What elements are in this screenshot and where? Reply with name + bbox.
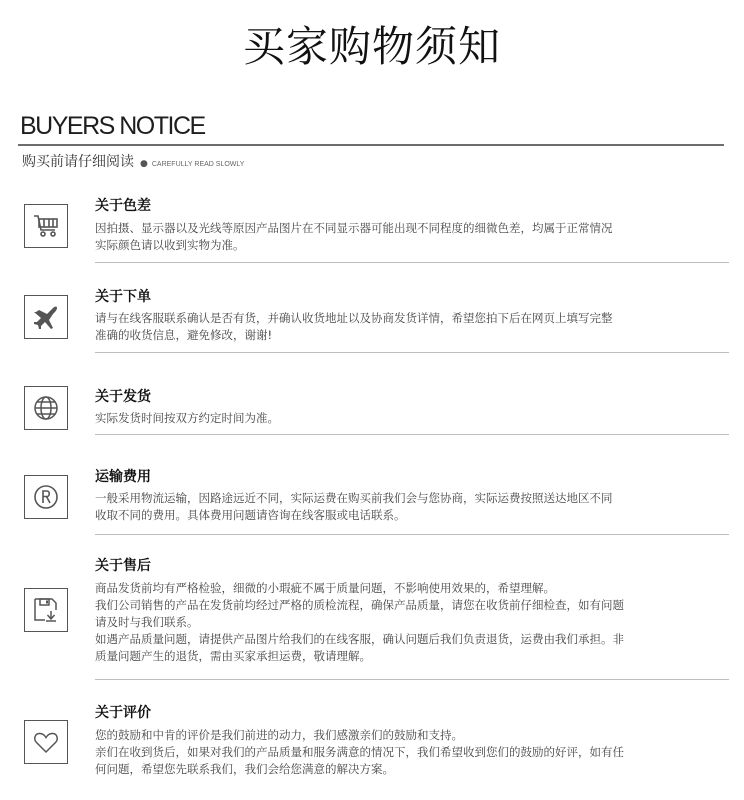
section-line: 收取不同的费用。具体费用问题请咨询在线客服或电话联系。 [95,508,406,522]
english-heading: BUYERS NOTICE [20,112,205,140]
section-line: 请与在线客服联系确认是否有货，并确认收货地址以及协商发货详情，希望您拍下后在网页上填写完整 [95,311,613,325]
globe-icon [24,386,68,430]
subtitle-cn: 购买前请仔细阅读 [22,154,134,170]
section-body [95,727,685,778]
heart-icon [24,720,68,764]
section-line: 一般采用物流运输，因路途远近不同，实际运费在购买前我们会与您协商，实际运费按照送达地区不同 [95,491,613,505]
section-title: 关于色差 [95,198,151,214]
section-body [95,490,685,524]
section-line: 商品发货前均有严格检验，细微的小瑕疵不属于质量问题，不影响使用效果的，希望理解。 [95,581,555,595]
shopping-cart-icon [24,204,68,248]
floppy-download-icon [24,588,68,632]
section-title: 关于下单 [95,289,151,305]
section-divider [95,262,729,263]
section-divider [95,352,729,353]
section-line: 何问题，希望您先联系我们，我们会给您满意的解决方案。 [95,762,394,776]
section-line: 质量问题产生的退货，需由买家承担运费，敬请理解。 [95,649,371,663]
section-line: 请及时与我们联系。 [95,615,199,629]
section-title: 关于售后 [95,558,151,574]
section-title: 关于发货 [95,389,151,405]
subtitle-en: CAREFULLY READ SLOWLY [151,161,245,168]
section-body [95,580,685,665]
section-divider [95,434,729,435]
section-line: 实际发货时间按双方约定时间为准。 [95,411,279,425]
section-line: 因拍摄、显示器以及光线等原因产品图片在不同显示器可能出现不同程度的细微色差，均属于正常情况 [95,221,613,235]
section-line: 如遇产品质量问题，请提供产品图片给我们的在线客服，确认问题后我们负责退货，运费由我们承担。非 [95,632,624,646]
section-title: 运输费用 [95,469,151,485]
section-line: 准确的收货信息，避免修改，谢谢! [95,328,273,342]
subtitle-line [22,151,244,171]
section-divider [95,679,729,680]
section-body [95,310,685,344]
header-rule [18,144,724,146]
page-title: 买家购物须知 [242,22,501,71]
section-title: 关于评价 [95,705,151,721]
airplane-icon [24,295,68,339]
section-line: 实际颜色请以收到实物为准。 [95,238,245,252]
bullet-dot-icon: ● [140,159,148,169]
section-line: 我们公司销售的产品在发货前均经过严格的质检流程，确保产品质量，请您在收货前仔细检查，如有问题 [95,598,624,612]
section-line: 您的鼓励和中肯的评价是我们前进的动力，我们感激亲们的鼓励和支持。 [95,728,463,742]
section-body [95,220,685,254]
registered-icon [24,475,68,519]
section-line: 亲们在收到货后，如果对我们的产品质量和服务满意的情况下，我们希望收到您们的鼓励的好评，如有任 [95,745,624,759]
section-divider [95,534,729,535]
section-body [95,410,685,427]
